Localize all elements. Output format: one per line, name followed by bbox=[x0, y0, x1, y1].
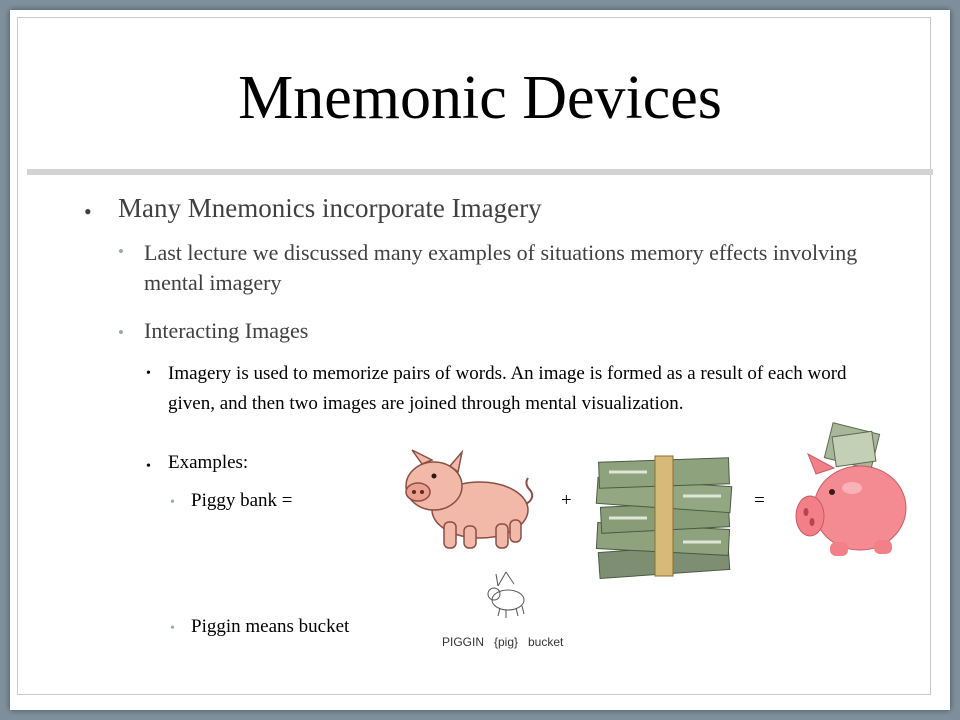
bullet-dot: • bbox=[84, 199, 92, 224]
bullet-dot: • bbox=[118, 323, 124, 342]
bullet-dot: • bbox=[146, 459, 151, 474]
plus-sign: + bbox=[561, 490, 572, 511]
bullet-dot: • bbox=[170, 621, 175, 636]
bullet-imagery-used: Imagery is used to memorize pairs of words. An image is formed as a result of each word given, and then two images are joined through mental visualization. bbox=[168, 363, 847, 414]
bullet-many-mnemonics: Many Mnemonics incorporate Imagery bbox=[118, 193, 542, 223]
bullet-piggy-bank: Piggy bank = bbox=[191, 490, 293, 511]
bullet-dot: • bbox=[146, 366, 151, 381]
piggin-sketch-image bbox=[440, 568, 575, 652]
sketch-word-pig: {pig} bbox=[494, 635, 519, 649]
title-divider bbox=[27, 169, 933, 175]
sketch-word-bucket: bucket bbox=[528, 635, 564, 649]
bullet-dot: • bbox=[118, 242, 124, 261]
bullet-examples: Examples: bbox=[168, 452, 249, 473]
sketch-word-piggin: PIGGIN bbox=[442, 635, 485, 649]
equals-sign: = bbox=[754, 490, 765, 511]
piggy-bank-image bbox=[794, 424, 914, 564]
pig-image bbox=[398, 448, 538, 558]
money-stack-image bbox=[593, 452, 737, 580]
bullet-last-lecture: Last lecture we discussed many examples of situations memory effects involving mental imagery bbox=[144, 240, 858, 295]
bullet-dot: • bbox=[170, 495, 175, 510]
slide-title: Mnemonic Devices bbox=[238, 64, 722, 132]
bullet-interacting-images: Interacting Images bbox=[144, 318, 309, 343]
bullet-piggin: Piggin means bucket bbox=[191, 616, 350, 637]
